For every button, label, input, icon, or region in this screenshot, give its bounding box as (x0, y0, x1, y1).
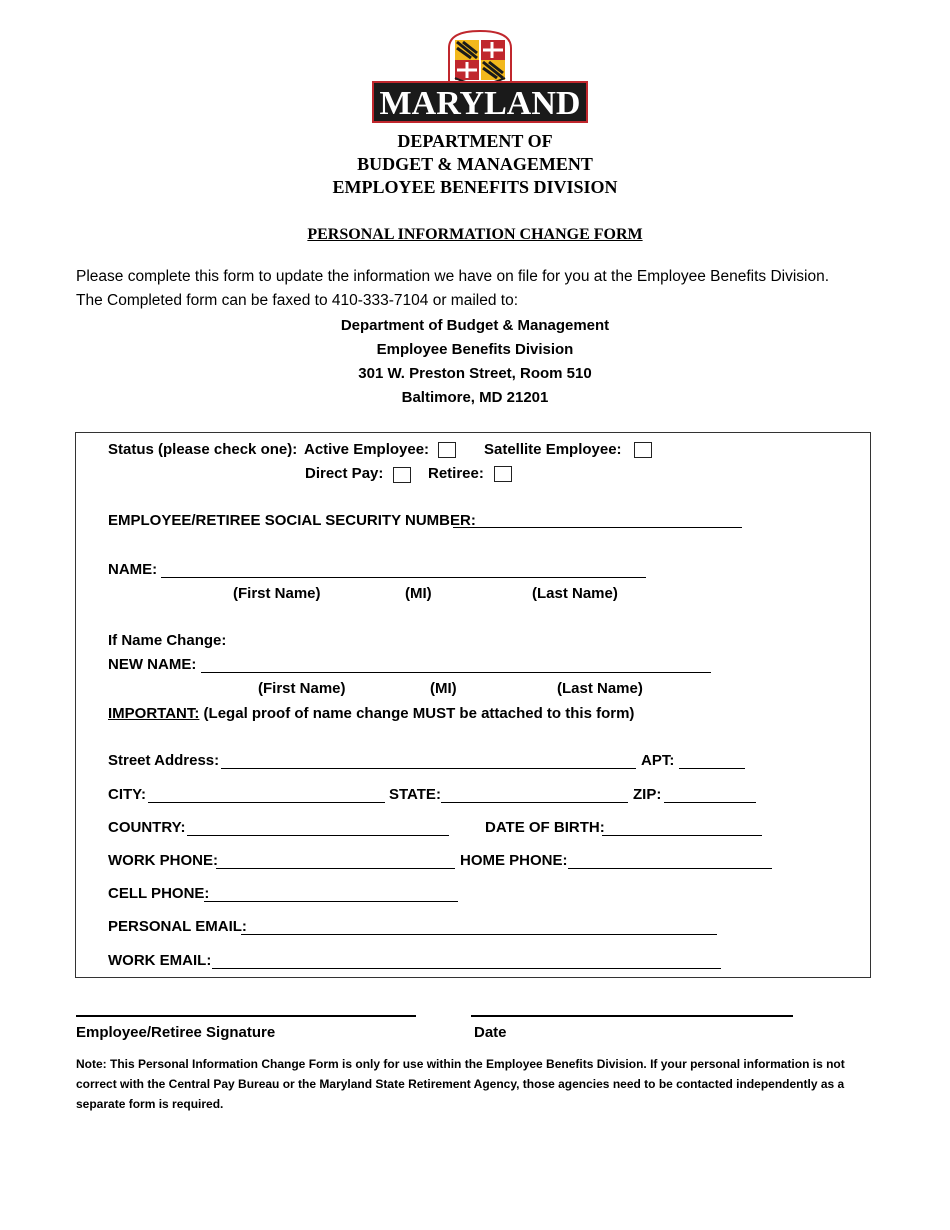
direct-pay-checkbox[interactable] (393, 467, 411, 483)
apt-input[interactable] (679, 752, 745, 769)
satellite-employee-label: Satellite Employee: (484, 441, 622, 458)
form-title: PERSONAL INFORMATION CHANGE FORM (307, 226, 643, 243)
state-input[interactable] (441, 786, 628, 803)
if-name-change-label: If Name Change: (108, 632, 227, 649)
personal-email-input[interactable] (241, 918, 717, 935)
ssn-input[interactable] (453, 511, 742, 528)
name-label: NAME: (108, 561, 158, 578)
retiree-label: Retiree: (428, 465, 484, 482)
city-input[interactable] (148, 786, 385, 803)
active-employee-label: Active Employee: (304, 441, 430, 458)
retiree-checkbox[interactable] (494, 466, 512, 482)
dept-line-3: EMPLOYEE BENEFITS DIVISION (332, 177, 618, 197)
state-label: STATE: (389, 786, 441, 803)
work-phone-label: WORK PHONE: (108, 852, 218, 869)
intro-line-2: The Completed form can be faxed to 410-333-7104 or mailed to: (76, 292, 519, 309)
date-line[interactable] (471, 1013, 793, 1017)
logo-text: MARYLAND (379, 85, 581, 122)
last-name-caption: (Last Name) (532, 585, 618, 602)
new-mi-caption: (MI) (430, 680, 457, 697)
cell-phone-input[interactable] (204, 885, 458, 902)
home-phone-input[interactable] (568, 852, 772, 869)
mi-caption: (MI) (405, 585, 432, 602)
address-line-1: Department of Budget & Management (340, 317, 610, 334)
important-text: (Legal proof of name change MUST be attached to this form) (199, 705, 635, 722)
dept-line-2: BUDGET & MANAGEMENT (357, 154, 593, 174)
address-line-4: Baltimore, MD 21201 (401, 389, 549, 406)
satellite-employee-checkbox[interactable] (634, 442, 652, 458)
work-email-input[interactable] (212, 952, 721, 969)
status-label: Status (please check one): (108, 441, 298, 458)
new-first-name-caption: (First Name) (258, 680, 346, 697)
signature-label: Employee/Retiree Signature (76, 1024, 276, 1041)
dob-input[interactable] (602, 819, 762, 836)
new-last-name-caption: (Last Name) (557, 680, 643, 697)
work-phone-input[interactable] (216, 852, 455, 869)
personal-email-label: PERSONAL EMAIL: (108, 918, 247, 935)
address-line-2: Employee Benefits Division (376, 341, 574, 358)
dob-label: DATE OF BIRTH: (485, 819, 605, 836)
footer-note: Note: This Personal Information Change Form is only for use within the Employee Benefits Division. If your personal information is not correct with the Central Pay Bureau or the Maryland State Retirement Agency, those agencies need to be contacted independently as a separate form is required. (76, 1057, 845, 1111)
street-address-label: Street Address: (108, 752, 220, 769)
ssn-label: EMPLOYEE/RETIREE SOCIAL SECURITY NUMBER: (108, 512, 476, 529)
street-address-input[interactable] (221, 752, 636, 769)
important-note (108, 705, 634, 722)
new-name-input[interactable] (201, 656, 711, 673)
active-employee-checkbox[interactable] (438, 442, 456, 458)
intro-line-1: Please complete this form to update the information we have on file for you at the Employee Benefits Division. (76, 268, 830, 285)
dept-line-1: DEPARTMENT OF (397, 131, 553, 151)
signature-line[interactable] (76, 1013, 416, 1017)
zip-label: ZIP: (633, 786, 662, 803)
address-line-3: 301 W. Preston Street, Room 510 (358, 365, 592, 382)
country-label: COUNTRY: (108, 819, 186, 836)
date-label: Date (474, 1024, 507, 1041)
new-name-label: NEW NAME: (108, 656, 197, 673)
home-phone-label: HOME PHONE: (460, 852, 568, 869)
work-email-label: WORK EMAIL: (108, 952, 212, 969)
city-label: CITY: (108, 786, 147, 803)
first-name-caption: (First Name) (233, 585, 321, 602)
zip-input[interactable] (664, 786, 756, 803)
important-label: IMPORTANT: (108, 705, 200, 722)
maryland-logo (371, 28, 589, 124)
apt-label: APT: (641, 752, 675, 769)
cell-phone-label: CELL PHONE: (108, 885, 210, 902)
direct-pay-label: Direct Pay: (305, 465, 384, 482)
country-input[interactable] (187, 819, 449, 836)
name-input[interactable] (161, 561, 646, 578)
